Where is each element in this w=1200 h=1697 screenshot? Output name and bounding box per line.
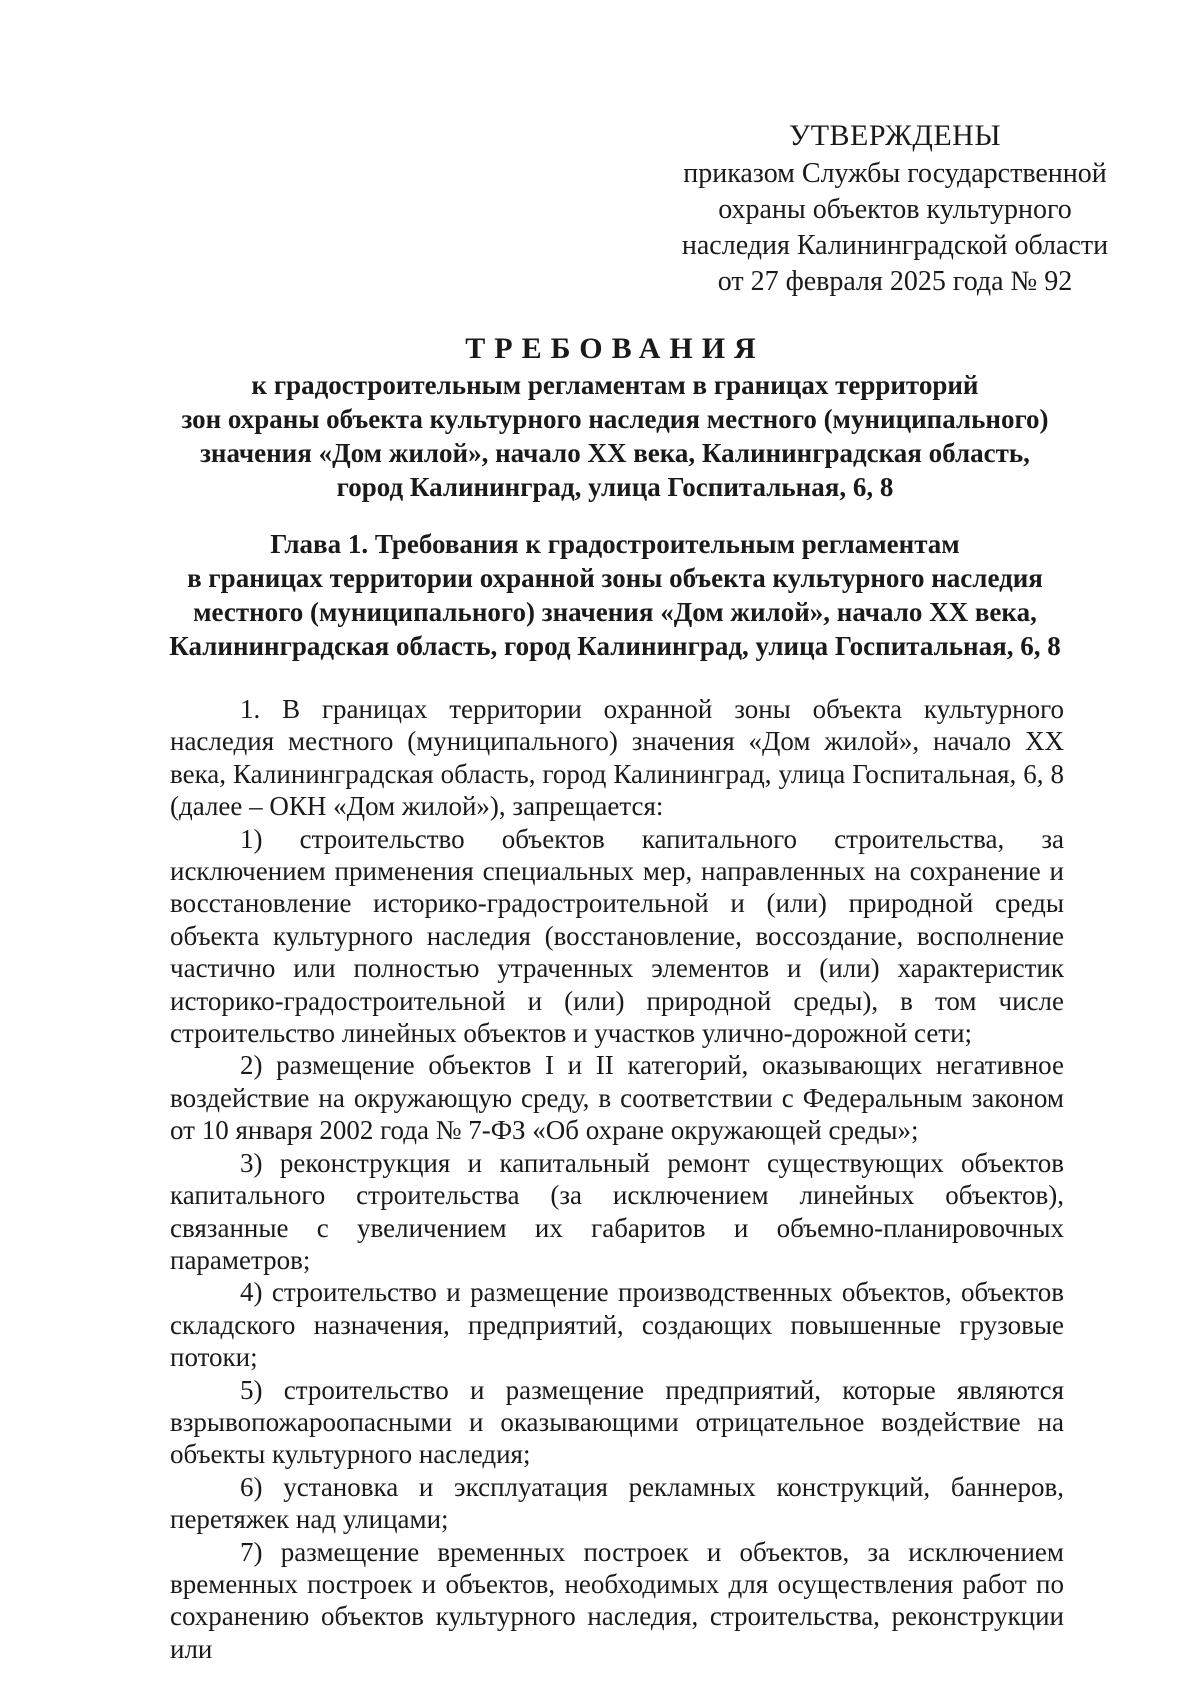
approval-line: от 27 февраля 2025 года № 92 <box>717 266 1073 297</box>
document-subtitle-line: город Калининград, улица Госпитальная, 6, 8 <box>336 472 894 502</box>
list-item-3: 3) реконструкция и капитальный ремонт существующих объектов капитального строительства (за исключением линейных объектов), связанные с увеличением их габаритов и объемно-планировочных параметров; <box>170 1147 1064 1275</box>
approval-line: охраны объектов культурного <box>718 194 1072 225</box>
list-item-7: 7) размещение временных построек и объектов, за исключением временных построек и объектов, необходимых для осуществления работ по сохранению объектов культурного наследия, строительства, реконструкции или <box>170 1536 1064 1664</box>
document-subtitle-line: зон охраны объекта культурного наследия местного (муниципального) <box>181 404 1049 434</box>
approval-block <box>660 118 1130 300</box>
list-item-6: 6) установка и эксплуатация рекламных конструкций, баннеров, перетяжек над улицами; <box>170 1471 1064 1535</box>
paragraph-intro: 1. В границах территории охранной зоны объекта культурного наследия местного (муниципального) значения «Дом жилой», начало XX века, Калининградская область, город Калининград, улица Госпитальная, 6, 8 (далее – ОКН «Дом жилой»), запрещается: <box>170 694 1064 822</box>
approval-line: приказом Службы государственной <box>683 158 1107 189</box>
approval-line: наследия Калининградской области <box>681 230 1109 261</box>
document-body <box>170 693 1064 1665</box>
document-subtitle-line: к градостроительным регламентам в границах территорий <box>251 370 979 400</box>
document-title-block <box>160 330 1070 504</box>
list-item-4: 4) строительство и размещение производственных объектов, объектов складского назначения, предприятий, создающих повышенные грузовые потоки; <box>170 1277 1064 1373</box>
chapter-heading-line: местного (муниципального) значения «Дом жилой», начало XX века, <box>193 597 1037 627</box>
list-item-2: 2) размещение объектов I и II категорий, оказывающих негативное воздействие на окружающую среду, в соответствии с Федеральным законом от 10 января 2002 года № 7-ФЗ «Об охране окружающей среды»; <box>170 1050 1064 1146</box>
document-title: ТРЕБОВАНИЯ <box>465 332 765 365</box>
chapter-heading-line: в границах территории охранной зоны объекта культурного наследия <box>187 563 1043 593</box>
chapter-heading <box>160 527 1070 663</box>
document-subtitle-line: значения «Дом жилой», начало XX века, Калининградская область, <box>200 438 1030 468</box>
chapter-heading-line: Калининградская область, город Калининград, улица Госпитальная, 6, 8 <box>169 631 1061 661</box>
approval-title: УТВЕРЖДЕНЫ <box>788 119 1002 152</box>
list-item-5: 5) строительство и размещение предприятий, которые являются взрывопожароопасными и оказывающими отрицательное воздействие на объекты культурного наследия; <box>170 1374 1064 1470</box>
chapter-heading-line: Глава 1. Требования к градостроительным регламентам <box>270 529 960 559</box>
list-item-1: 1) строительство объектов капитального строительства, за исключением применения специальных мер, направленных на сохранение и восстановление историко-градостроительной и (или) природной среды объекта культурного наследия (восстановление, воссоздание, восполнение частично или полностью утраченных элементов и (или) характеристик историко-градостроительной и (или) природной среды), в том числе строительство линейных объектов и участков улично-дорожной сети; <box>170 823 1064 1049</box>
